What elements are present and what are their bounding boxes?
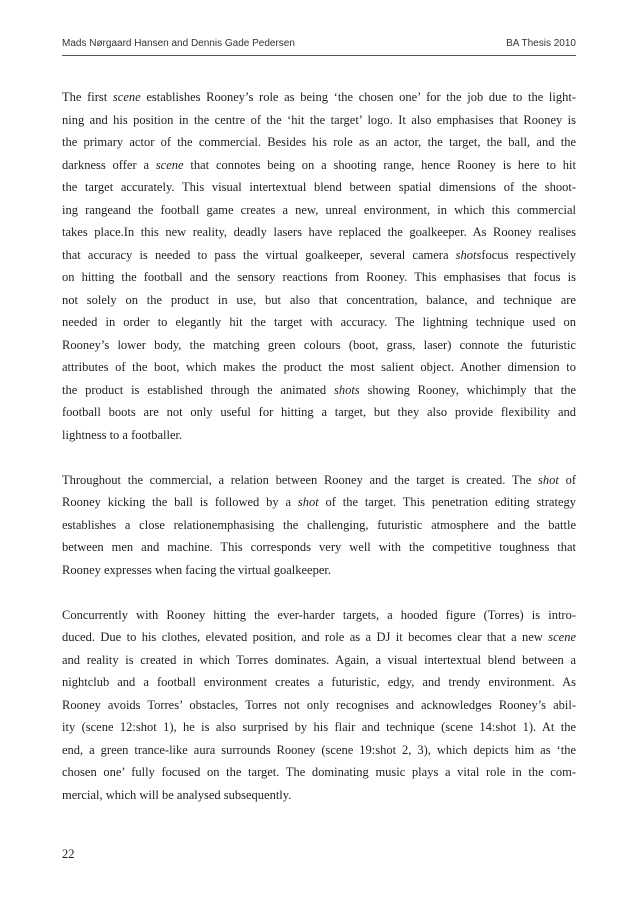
text-line — [62, 176, 576, 199]
text-run: duced. Due to his clothes, elevated position, and role as a DJ it becomes clear that a new — [62, 630, 549, 644]
text-run: establishes a close relationemphasising the challenging, futuristic atmosphere and the battle — [62, 517, 576, 532]
text-line — [62, 244, 576, 267]
text-run: focus respectively — [481, 247, 576, 262]
text-run: Rooney kicking the ball is followed by a — [62, 495, 298, 509]
text-line — [62, 626, 576, 649]
text-line — [62, 131, 576, 154]
text-run: darkness offer a — [62, 157, 156, 172]
text-line — [62, 266, 576, 289]
text-run: football boots are not only useful for hitting a target, but they also provide flexibility and — [62, 405, 576, 419]
text-line — [62, 424, 576, 447]
paragraph — [62, 604, 576, 807]
page-header — [62, 38, 576, 49]
text-line — [62, 671, 576, 694]
italic-term: scene — [548, 630, 576, 644]
text-line — [62, 86, 576, 109]
text-line — [62, 154, 576, 177]
text-run: nightclub and a football environment creates a futuristic, edgy, and trendy environment. As — [62, 675, 576, 689]
text-run: Concurrently with Rooney hitting the ever-harder targets, a hooded figure (Torres) is intro- — [62, 607, 576, 622]
page-number: 22 — [62, 847, 75, 861]
text-line — [62, 514, 576, 537]
text-run: that connotes being on a shooting range, hence Rooney is here to hit — [183, 157, 576, 172]
text-line — [62, 694, 576, 717]
text-run: Rooney’s lower body, the matching green colours (boot, grass, laser) connote the futuristic — [62, 337, 576, 352]
text-run: Rooney expresses when facing the virtual goalkeeper. — [62, 562, 332, 577]
text-line — [62, 356, 576, 379]
text-line — [62, 716, 576, 739]
text-line — [62, 401, 576, 424]
text-run: on hitting the football and the sensory reactions from Rooney. This emphasises that focus is — [62, 270, 576, 284]
text-run: needed in order to elegantly hit the target with accuracy. The lightning technique used on — [62, 315, 576, 329]
paragraph — [62, 469, 576, 582]
italic-term: shots — [455, 247, 482, 262]
paragraph — [62, 86, 576, 446]
text-line — [62, 536, 576, 559]
text-run: the target accurately. This visual intertextual blend between spatial dimensions of the shoot- — [62, 180, 576, 194]
text-line — [62, 604, 576, 627]
text-run: chosen one’ fully focused on the target. The dominating music plays a vital role in the com- — [62, 765, 576, 779]
italic-term: shot — [538, 472, 559, 487]
text-run: lightness to a footballer. — [62, 427, 183, 442]
text-run: the primary actor of the commercial. Besides his role as an actor, the target, the ball, and the — [62, 135, 576, 149]
text-run: attributes of the boot, which makes the product the most salient object. Another dimension to — [62, 360, 576, 374]
text-line — [62, 334, 576, 357]
text-run: mercial, which will be analysed subsequently. — [62, 787, 292, 802]
text-run: that accuracy is needed to pass the virtual goalkeeper, several camera — [62, 247, 456, 262]
text-line — [62, 379, 576, 402]
text-line — [62, 109, 576, 132]
text-line — [62, 221, 576, 244]
text-line — [62, 311, 576, 334]
text-run: The first — [62, 90, 113, 104]
text-run: ning and his position in the centre of the ‘hit the target’ logo. It also emphasises that Rooney is — [62, 112, 576, 127]
text-line — [62, 289, 576, 312]
text-run: showing Rooney, whichimply that the — [359, 382, 577, 397]
text-run: takes place.In this new reality, deadly lasers have replaced the goalkeeper. As Rooney realises — [62, 225, 576, 239]
text-line — [62, 649, 576, 672]
italic-term: shots — [333, 382, 360, 397]
italic-term: scene — [112, 90, 141, 104]
header-thesis-title: BA Thesis 2010 — [506, 38, 576, 49]
text-run: Rooney avoids Torres’ obstacles, Torres not only recognises and acknowledges Rooney’s abil- — [62, 697, 576, 712]
text-line — [62, 491, 576, 514]
text-run: establishes Rooney’s role as being ‘the chosen one’ for the job due to the light- — [140, 90, 576, 104]
text-run: end, a green trance-like aura surrounds Rooney (scene 19:shot 2, 3), which depicts him as ‘the — [62, 742, 576, 757]
text-run: ing rangeand the football game creates a new, unreal environment, in which this commercial — [62, 202, 576, 217]
header-rule — [62, 55, 576, 56]
italic-term: scene — [155, 157, 184, 172]
text-run: of — [558, 472, 577, 487]
text-run: Throughout the commercial, a relation between Rooney and the target is created. The — [62, 472, 539, 487]
body-text — [62, 86, 576, 829]
italic-term: shot — [297, 495, 319, 509]
text-line — [62, 739, 576, 762]
text-line — [62, 761, 576, 784]
text-run: the product is established through the animated — [62, 382, 334, 397]
text-run: between men and machine. This corresponds very well with the competitive toughness that — [62, 540, 576, 554]
text-run: ity (scene 12:shot 1), he is also surprised by his flair and technique (scene 14:shot 1). At the — [62, 720, 576, 734]
text-line — [62, 199, 576, 222]
text-line — [62, 469, 576, 492]
text-run: and reality is created in which Torres dominates. Again, a visual intertextual blend between a — [62, 652, 576, 667]
text-line — [62, 559, 576, 582]
text-run: of the target. This penetration editing strategy — [318, 495, 577, 509]
text-run: not solely on the product in use, but also that concentration, balance, and technique are — [62, 292, 576, 307]
text-line — [62, 784, 576, 807]
header-authors: Mads Nørgaard Hansen and Dennis Gade Pedersen — [62, 38, 295, 49]
